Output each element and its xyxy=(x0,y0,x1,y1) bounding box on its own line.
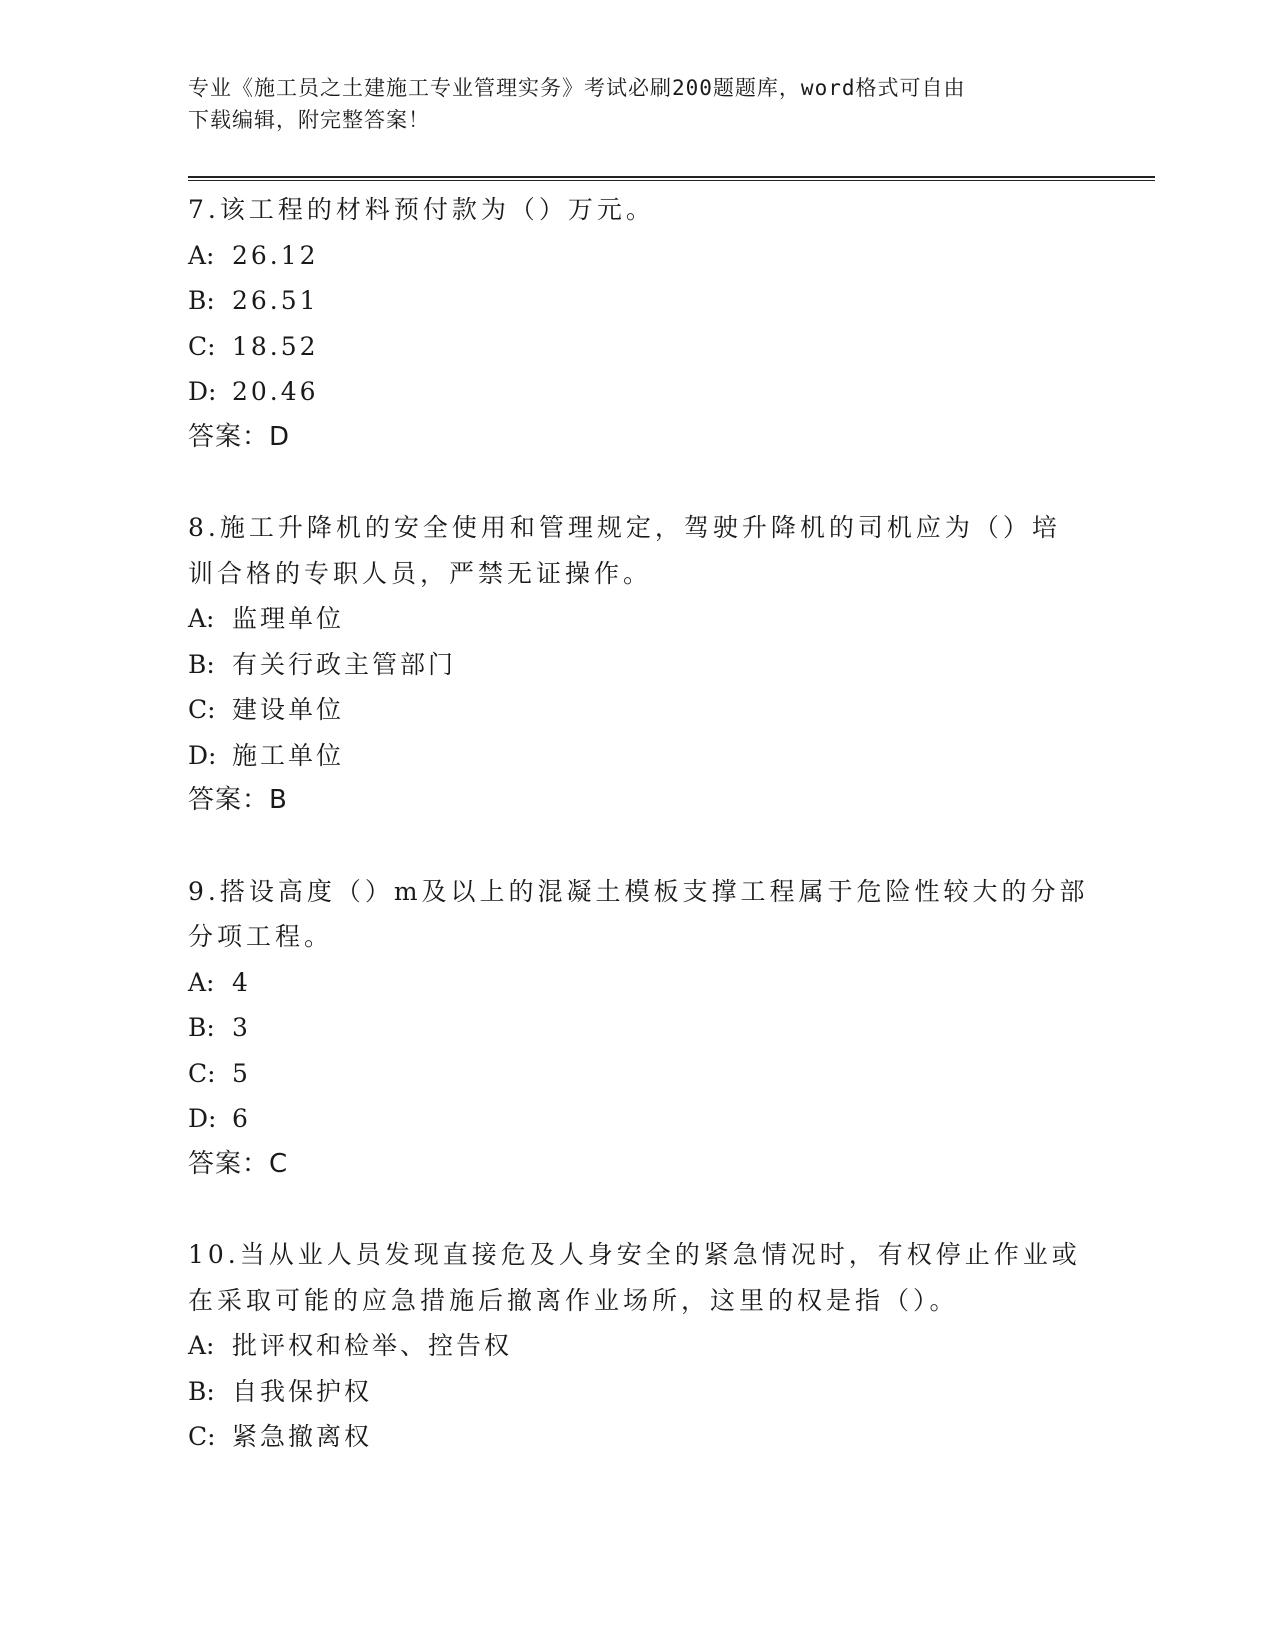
option-text: 建设单位 xyxy=(232,695,345,724)
header-line-1: 专业《施工员之土建施工专业管理实务》考试必刷200题题库，word格式可自由 xyxy=(188,76,966,100)
option-key: D: xyxy=(188,1104,217,1133)
question-text: 分项工程。 xyxy=(188,922,334,951)
question-text: 10.当从业人员发现直接危及人身安全的紧急情况时，有权停止作业或 xyxy=(188,1240,1081,1269)
question-text: 8.施工升降机的安全使用和管理规定，驾驶升降机的司机应为（）培 xyxy=(188,513,1061,542)
option-b xyxy=(188,642,1088,688)
option-text: 26.51 xyxy=(232,286,319,315)
option-c xyxy=(188,1414,1088,1460)
answer: 答案：B xyxy=(188,785,288,815)
question-10 xyxy=(188,1232,1088,1460)
option-text: 3 xyxy=(232,1013,251,1042)
option-key: A: xyxy=(188,240,215,270)
question-8 xyxy=(188,505,1088,824)
option-text: 6 xyxy=(232,1104,251,1133)
option-key: C: xyxy=(188,695,216,724)
option-text: 监理单位 xyxy=(232,604,345,633)
option-text: 批评权和检举、控告权 xyxy=(232,1331,513,1360)
option-key: D: xyxy=(188,377,217,406)
option-key: B: xyxy=(188,1013,215,1042)
option-key: A: xyxy=(188,1331,215,1360)
option-key: A: xyxy=(188,967,215,997)
option-a xyxy=(188,1323,1088,1369)
question-text: 9.搭设高度（）m及以上的混凝土模板支撑工程属于危险性较大的分部 xyxy=(188,876,1089,906)
option-text: 自我保护权 xyxy=(232,1376,373,1406)
question-text: 在采取可能的应急措施后撤离作业场所，这里的权是指（）。 xyxy=(188,1285,959,1315)
spacer xyxy=(188,824,1088,869)
option-text: 20.46 xyxy=(232,377,319,406)
option-a xyxy=(188,233,1088,279)
option-c xyxy=(188,324,1088,370)
option-key: C: xyxy=(188,1058,216,1088)
option-text: 施工单位 xyxy=(232,740,345,770)
question-list xyxy=(188,187,1088,1460)
question-7 xyxy=(188,187,1088,460)
option-text: 5 xyxy=(232,1058,251,1088)
question-text: 训合格的专职人员，严禁无证操作。 xyxy=(188,558,653,588)
option-key: A: xyxy=(188,604,215,633)
option-d xyxy=(188,1096,1088,1142)
document-header-note xyxy=(188,72,1088,136)
header-line-2: 下载编辑，附完整答案！ xyxy=(188,108,430,132)
option-d xyxy=(188,733,1088,779)
option-c xyxy=(188,1051,1088,1097)
option-text: 有关行政主管部门 xyxy=(232,649,457,679)
question-text: 7.该工程的材料预付款为（）万元。 xyxy=(188,195,655,224)
option-b xyxy=(188,278,1088,324)
option-d xyxy=(188,369,1088,415)
option-b xyxy=(188,1369,1088,1415)
answer: 答案：C xyxy=(188,1148,289,1179)
option-key: B: xyxy=(188,1376,215,1406)
header-divider xyxy=(188,176,1155,181)
option-text: 4 xyxy=(232,967,251,997)
option-key: C: xyxy=(188,331,216,361)
option-key: C: xyxy=(188,1422,216,1451)
option-text: 18.52 xyxy=(232,331,319,361)
option-a xyxy=(188,596,1088,642)
question-9 xyxy=(188,869,1088,1188)
option-key: B: xyxy=(188,286,215,315)
option-a xyxy=(188,960,1088,1006)
option-key: B: xyxy=(188,649,215,679)
spacer xyxy=(188,460,1088,505)
spacer xyxy=(188,1187,1088,1232)
option-text: 紧急撤离权 xyxy=(232,1422,373,1451)
option-c xyxy=(188,687,1088,733)
option-text: 26.12 xyxy=(232,240,319,270)
option-key: D: xyxy=(188,740,217,770)
option-b xyxy=(188,1005,1088,1051)
answer: 答案：D xyxy=(188,421,291,452)
